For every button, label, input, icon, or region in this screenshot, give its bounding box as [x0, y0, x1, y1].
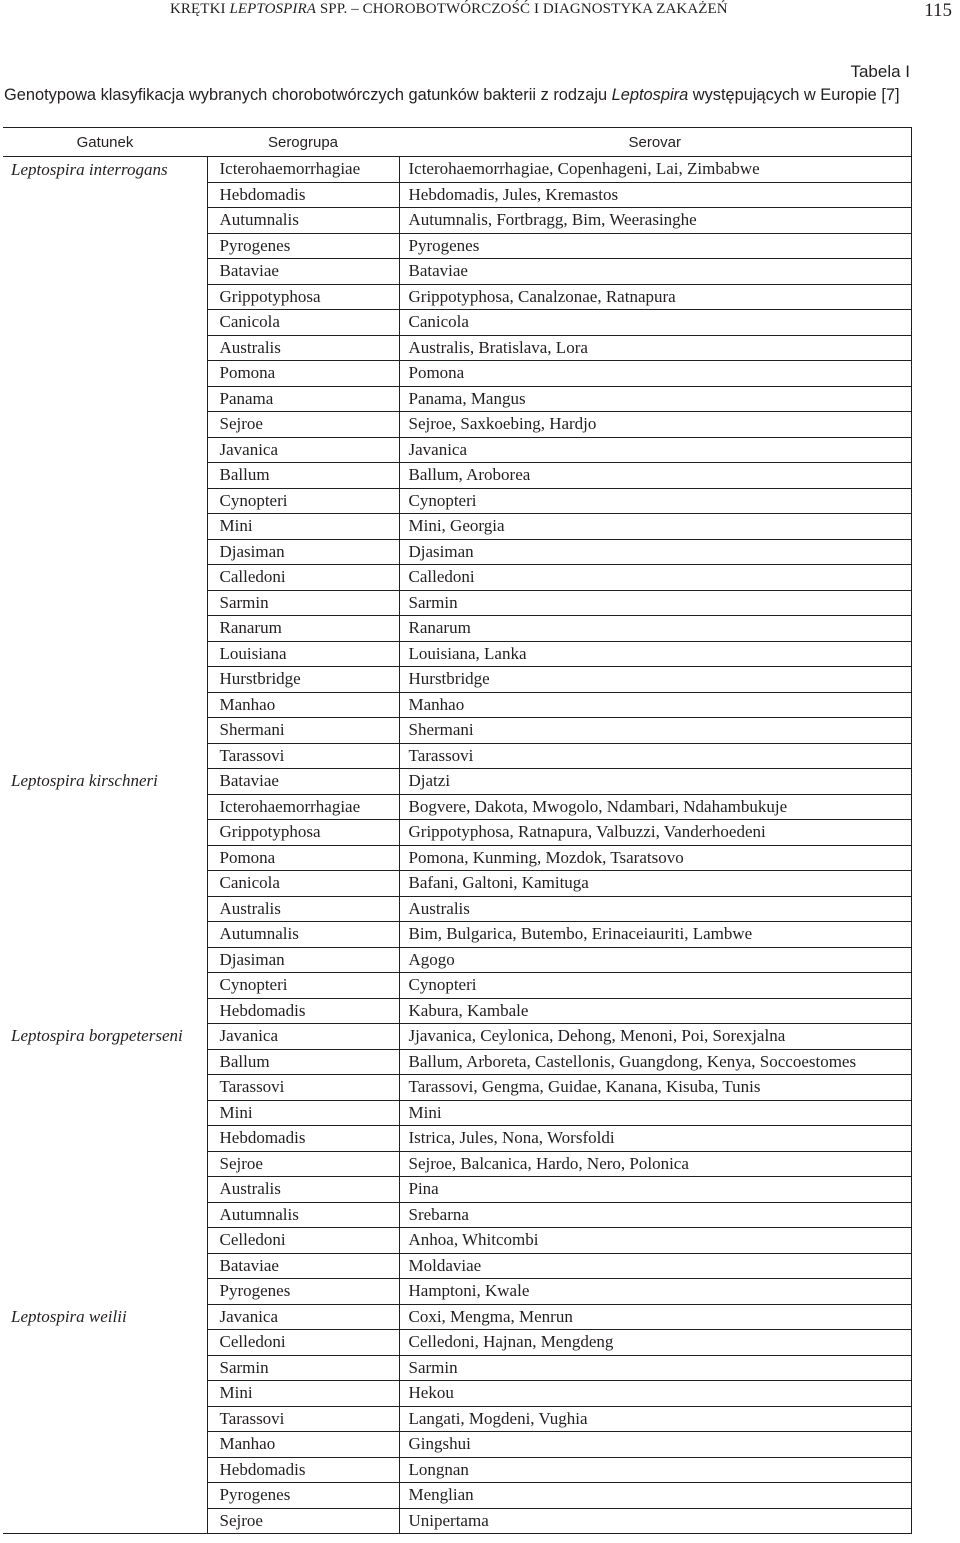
species-cell: [3, 1253, 207, 1279]
serovar-cell: Grippotyphosa, Ratnapura, Valbuzzi, Vanderhoedeni: [399, 820, 911, 846]
serogroup-cell: Australis: [207, 335, 399, 361]
species-cell: [3, 1100, 207, 1126]
serogroup-cell: Autumnalis: [207, 922, 399, 948]
species-cell: [3, 1126, 207, 1152]
serovar-cell: Hekou: [399, 1381, 911, 1407]
serogroup-cell: Manhao: [207, 1432, 399, 1458]
serovar-cell: Istrica, Jules, Nona, Worsfoldi: [399, 1126, 911, 1152]
table-caption: [4, 86, 954, 105]
serogroup-cell: Panama: [207, 386, 399, 412]
species-cell: [3, 488, 207, 514]
serovar-cell: Hebdomadis, Jules, Kremastos: [399, 182, 911, 208]
serovar-cell: Calledoni: [399, 565, 911, 591]
serovar-cell: Bogvere, Dakota, Mwogolo, Ndambari, Ndahambukuje: [399, 794, 911, 820]
serogroup-cell: Pyrogenes: [207, 1483, 399, 1509]
species-cell: [3, 437, 207, 463]
serogroup-cell: Bataviae: [207, 259, 399, 285]
serogroup-cell: Djasiman: [207, 947, 399, 973]
table-row: [3, 1253, 911, 1279]
species-cell: Leptospira borgpeterseni: [11, 1026, 183, 1046]
species-cell: Leptospira kirschneri: [11, 771, 158, 791]
serogroup-cell: Mini: [207, 1100, 399, 1126]
table-row: [3, 437, 911, 463]
species-cell: [3, 1406, 207, 1432]
serovar-cell: Ranarum: [399, 616, 911, 642]
serovar-cell: Cynopteri: [399, 973, 911, 999]
serogroup-cell: Sejroe: [207, 1151, 399, 1177]
serovar-cell: Gingshui: [399, 1432, 911, 1458]
table-row: [3, 820, 911, 846]
table-row: [3, 1151, 911, 1177]
table-row: [3, 463, 911, 489]
serogroup-cell: Icterohaemorrhagiae: [207, 794, 399, 820]
serogroup-cell: Javanica: [207, 1024, 399, 1050]
serogroup-cell: Javanica: [207, 1304, 399, 1330]
species-cell: [3, 947, 207, 973]
species-cell: [3, 310, 207, 336]
serogroup-cell: Louisiana: [207, 641, 399, 667]
serogroup-cell: Sejroe: [207, 1508, 399, 1534]
serogroup-cell: Pyrogenes: [207, 1279, 399, 1305]
table-row: [3, 692, 911, 718]
species-cell: [3, 820, 207, 846]
table-row: [3, 1355, 911, 1381]
serovar-cell: Cynopteri: [399, 488, 911, 514]
species-cell: [3, 1508, 207, 1534]
species-cell: [3, 1151, 207, 1177]
table-row: [3, 182, 911, 208]
species-cell: [3, 1330, 207, 1356]
species-cell: [3, 1483, 207, 1509]
table-row: [3, 973, 911, 999]
serovar-cell: Moldaviae: [399, 1253, 911, 1279]
serogroup-cell: Sarmin: [207, 1355, 399, 1381]
table-row: [3, 412, 911, 438]
column-header-species: Gatunek: [3, 128, 207, 157]
species-cell: [3, 361, 207, 387]
serogroup-cell: Mini: [207, 514, 399, 540]
serovar-cell: Australis, Bratislava, Lora: [399, 335, 911, 361]
species-cell: [3, 1432, 207, 1458]
serogroup-cell: Hurstbridge: [207, 667, 399, 693]
table-row: [3, 1100, 911, 1126]
table-row: [3, 361, 911, 387]
serovar-cell: Mini: [399, 1100, 911, 1126]
caption-text-end: występujących w Europie [7]: [688, 86, 900, 104]
serogroup-cell: Calledoni: [207, 565, 399, 591]
serovar-cell: Shermani: [399, 718, 911, 744]
table-row: [3, 1049, 911, 1075]
table-row: [3, 565, 911, 591]
table-row: [3, 947, 911, 973]
serogroup-cell: Celledoni: [207, 1330, 399, 1356]
table-row: [3, 718, 911, 744]
table-row: [3, 769, 911, 795]
serovar-cell: Agogo: [399, 947, 911, 973]
species-cell: [3, 1202, 207, 1228]
species-cell: [3, 718, 207, 744]
serovar-cell: Sarmin: [399, 1355, 911, 1381]
serovar-cell: Langati, Mogdeni, Vughia: [399, 1406, 911, 1432]
serovar-cell: Bim, Bulgarica, Butembo, Erinaceiauriti, Lambwe: [399, 922, 911, 948]
table-header-row: [3, 128, 911, 157]
serogroup-cell: Hebdomadis: [207, 182, 399, 208]
column-header-serovar: Serovar: [399, 128, 911, 157]
serogroup-cell: Tarassovi: [207, 1075, 399, 1101]
table-row: [3, 157, 911, 183]
serogroup-cell: Hebdomadis: [207, 1457, 399, 1483]
serogroup-cell: Pomona: [207, 361, 399, 387]
table-row: [3, 514, 911, 540]
serogroup-cell: Ballum: [207, 1049, 399, 1075]
table-row: [3, 794, 911, 820]
serovar-cell: Grippotyphosa, Canalzonae, Ratnapura: [399, 284, 911, 310]
serovar-cell: Pomona: [399, 361, 911, 387]
serovar-cell: Sejroe, Saxkoebing, Hardjo: [399, 412, 911, 438]
serovar-cell: Menglian: [399, 1483, 911, 1509]
table-row: [3, 1330, 911, 1356]
serovar-cell: Srebarna: [399, 1202, 911, 1228]
caption-text: Genotypowa klasyfikacja wybranych chorobotwórczych gatunków bakterii z rodzaju: [4, 86, 612, 104]
serogroup-cell: Grippotyphosa: [207, 820, 399, 846]
serovar-cell: Pina: [399, 1177, 911, 1203]
species-cell: [3, 1355, 207, 1381]
table-row: [3, 922, 911, 948]
running-title-prefix: KRĘTKI: [170, 1, 230, 17]
species-cell: [3, 667, 207, 693]
serovar-cell: Bafani, Galtoni, Kamituga: [399, 871, 911, 897]
species-cell: [3, 233, 207, 259]
species-cell: [3, 514, 207, 540]
serovar-cell: Mini, Georgia: [399, 514, 911, 540]
serogroup-cell: Sarmin: [207, 590, 399, 616]
serovar-cell: Sarmin: [399, 590, 911, 616]
serovar-cell: Unipertama: [399, 1508, 911, 1534]
table-row: [3, 259, 911, 285]
serovar-cell: Autumnalis, Fortbragg, Bim, Weerasinghe: [399, 208, 911, 234]
serogroup-cell: Icterohaemorrhagiae: [207, 157, 399, 183]
serogroup-cell: Canicola: [207, 310, 399, 336]
serogroup-cell: Pomona: [207, 845, 399, 871]
running-title-suffix: SPP. – CHOROBOTWÓRCZOŚĆ I DIAGNOSTYKA ZAKAŻEŃ: [316, 1, 728, 17]
table-row: [3, 233, 911, 259]
serovar-cell: Jjavanica, Ceylonica, Dehong, Menoni, Poi, Sorexjalna: [399, 1024, 911, 1050]
running-title-genus: LEPTOSPIRA: [229, 1, 317, 17]
species-cell: [3, 565, 207, 591]
table-row: [3, 488, 911, 514]
species-cell: [3, 641, 207, 667]
serovar-cell: Louisiana, Lanka: [399, 641, 911, 667]
species-cell: [3, 259, 207, 285]
table-row: [3, 1126, 911, 1152]
species-cell: [3, 386, 207, 412]
species-cell: Leptospira interrogans: [11, 159, 168, 179]
serovar-cell: Celledoni, Hajnan, Mengdeng: [399, 1330, 911, 1356]
serogroup-cell: Autumnalis: [207, 1202, 399, 1228]
serovar-cell: Hurstbridge: [399, 667, 911, 693]
species-cell: [3, 539, 207, 565]
serogroup-cell: Mini: [207, 1381, 399, 1407]
table-row: [3, 1381, 911, 1407]
serogroup-cell: Cynopteri: [207, 488, 399, 514]
species-cell: [3, 616, 207, 642]
table-row: [3, 1406, 911, 1432]
table-row: [3, 845, 911, 871]
species-cell: [3, 692, 207, 718]
serogroup-cell: Hebdomadis: [207, 1126, 399, 1152]
species-cell: [3, 1049, 207, 1075]
species-cell: [3, 463, 207, 489]
serogroup-cell: Cynopteri: [207, 973, 399, 999]
table-row: [3, 539, 911, 565]
serovar-cell: Ballum, Arboreta, Castellonis, Guangdong, Kenya, Soccoestomes: [399, 1049, 911, 1075]
serogroup-cell: Australis: [207, 1177, 399, 1203]
serovar-cell: Ballum, Aroborea: [399, 463, 911, 489]
table-row: [3, 1457, 911, 1483]
table-row: [3, 1075, 911, 1101]
species-cell: [3, 794, 207, 820]
serogroup-cell: Sejroe: [207, 412, 399, 438]
serogroup-cell: Ballum: [207, 463, 399, 489]
species-cell: [3, 743, 207, 769]
species-cell: [3, 1228, 207, 1254]
serovar-cell: Sejroe, Balcanica, Hardo, Nero, Polonica: [399, 1151, 911, 1177]
serovar-cell: Tarassovi, Gengma, Guidae, Kanana, Kisuba, Tunis: [399, 1075, 911, 1101]
serogroup-cell: Pyrogenes: [207, 233, 399, 259]
species-cell: [3, 335, 207, 361]
serovar-cell: Australis: [399, 896, 911, 922]
table-body: [3, 157, 911, 1534]
serovar-cell: Panama, Mangus: [399, 386, 911, 412]
running-title: [170, 1, 728, 18]
species-cell: [3, 845, 207, 871]
table-row: [3, 1432, 911, 1458]
running-header: [0, 0, 960, 30]
table-row: [3, 1279, 911, 1305]
serovar-cell: Longnan: [399, 1457, 911, 1483]
table-row: [3, 1483, 911, 1509]
serogroup-cell: Bataviae: [207, 769, 399, 795]
serovar-cell: Coxi, Mengma, Menrun: [399, 1304, 911, 1330]
species-cell: [3, 208, 207, 234]
serogroup-cell: Autumnalis: [207, 208, 399, 234]
species-cell: [3, 1279, 207, 1305]
table-row: [3, 208, 911, 234]
species-cell: [3, 998, 207, 1024]
species-cell: [3, 1381, 207, 1407]
serogroup-cell: Celledoni: [207, 1228, 399, 1254]
serogroup-cell: Manhao: [207, 692, 399, 718]
table-row: [3, 386, 911, 412]
serogroup-cell: Djasiman: [207, 539, 399, 565]
table-row: [3, 667, 911, 693]
table-row: [3, 998, 911, 1024]
table-row: [3, 1177, 911, 1203]
species-cell: [3, 973, 207, 999]
serovar-cell: Kabura, Kambale: [399, 998, 911, 1024]
page-number: 115: [924, 0, 952, 21]
species-cell: [3, 412, 207, 438]
serogroup-cell: Tarassovi: [207, 1406, 399, 1432]
serovar-cell: Tarassovi: [399, 743, 911, 769]
caption-genus: Leptospira: [611, 86, 689, 104]
serovar-cell: Manhao: [399, 692, 911, 718]
table-row: [3, 616, 911, 642]
table-row: [3, 335, 911, 361]
serovar-cell: Bataviae: [399, 259, 911, 285]
serogroup-cell: Ranarum: [207, 616, 399, 642]
serovar-cell: Anhoa, Whitcombi: [399, 1228, 911, 1254]
serovar-cell: Javanica: [399, 437, 911, 463]
species-cell: [3, 1457, 207, 1483]
table-row: [3, 1202, 911, 1228]
species-cell: [3, 871, 207, 897]
table-row: [3, 1508, 911, 1534]
species-cell: [3, 284, 207, 310]
table-row: [3, 310, 911, 336]
table-row: [3, 1228, 911, 1254]
serogroup-cell: Grippotyphosa: [207, 284, 399, 310]
column-header-serogroup: Serogrupa: [207, 128, 399, 157]
table-row: [3, 284, 911, 310]
species-cell: [3, 922, 207, 948]
species-cell: [3, 1177, 207, 1203]
table-row: [3, 1304, 911, 1330]
species-cell: [3, 182, 207, 208]
species-cell: Leptospira weilii: [11, 1306, 127, 1326]
serogroup-cell: Hebdomadis: [207, 998, 399, 1024]
table-row: [3, 871, 911, 897]
serovar-cell: Hamptoni, Kwale: [399, 1279, 911, 1305]
species-cell: [3, 1075, 207, 1101]
serogroup-cell: Tarassovi: [207, 743, 399, 769]
serovar-cell: Icterohaemorrhagiae, Copenhageni, Lai, Zimbabwe: [399, 157, 911, 183]
table-row: [3, 896, 911, 922]
serovar-cell: Pomona, Kunming, Mozdok, Tsaratsovo: [399, 845, 911, 871]
table-row: [3, 641, 911, 667]
table-label: Tabela I: [850, 62, 910, 81]
table-row: [3, 1024, 911, 1050]
serogroup-cell: Canicola: [207, 871, 399, 897]
species-cell: [3, 896, 207, 922]
serogroup-cell: Australis: [207, 896, 399, 922]
serogroup-cell: Bataviae: [207, 1253, 399, 1279]
serovar-cell: Canicola: [399, 310, 911, 336]
species-cell: [3, 590, 207, 616]
serogroup-cell: Javanica: [207, 437, 399, 463]
table-row: [3, 743, 911, 769]
serovar-cell: Djasiman: [399, 539, 911, 565]
serogroup-cell: Shermani: [207, 718, 399, 744]
serovar-cell: Djatzi: [399, 769, 911, 795]
classification-table: [3, 127, 912, 1534]
table-row: [3, 590, 911, 616]
serovar-cell: Pyrogenes: [399, 233, 911, 259]
